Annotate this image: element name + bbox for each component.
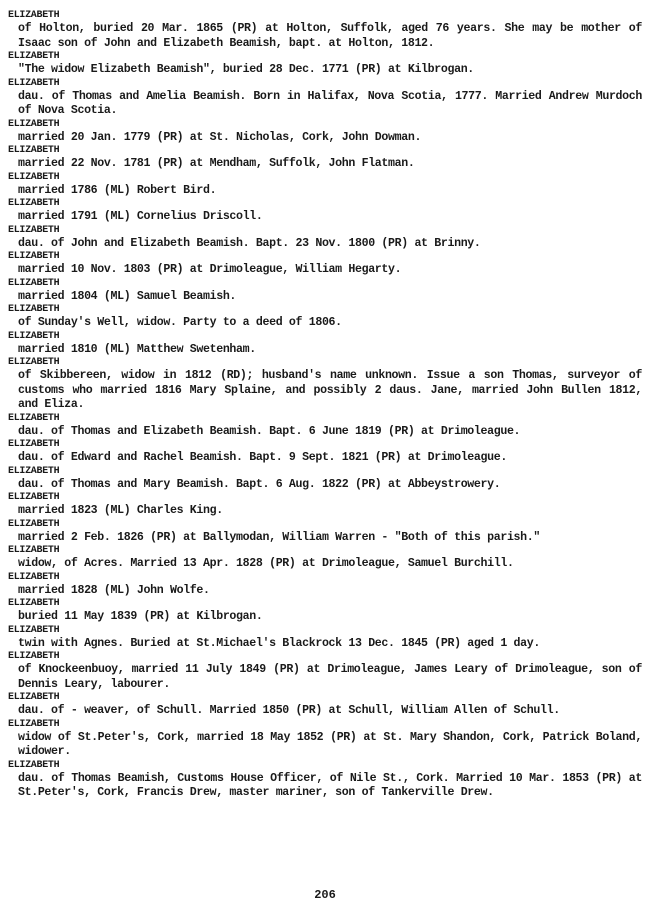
entry-heading: ELIZABETH [8,77,60,89]
entry [8,760,642,801]
entry-text: dau. of Edward and Rachel Beamish. Bapt. 9 Sept. 1821 (PR) at Drimoleague. [18,451,507,464]
entry-text: married 1810 (ML) Matthew Swetenham. [18,342,256,356]
entry [8,692,642,719]
entry-heading: ELIZABETH [8,330,60,342]
entry-text: married 10 Nov. 1803 (PR) at Drimoleague, William Hegarty. [18,263,402,276]
entry-text: married 1828 (ML) John Wolfe. [18,583,210,597]
entry-heading: ELIZABETH [8,598,60,609]
entry [8,357,642,413]
entry-text: dau. of - weaver, of Schull. Married 1850 (PR) at Schull, William Allen of Schull. [18,704,560,717]
entry-heading: ELIZABETH [8,439,60,450]
entry-text: dau. of Thomas Beamish, Customs House Officer, of Nile St., Cork. Married 10 Mar. 1853 (PR) at St.Peter's, Cork, Francis Drew, master mariner, son of Tankerville Drew. [18,771,642,799]
entry [8,10,642,51]
entry [8,439,642,466]
entry-text: married 22 Nov. 1781 (PR) at Mendham, Suffolk, John Flatman. [18,157,415,170]
entry-heading: ELIZABETH [8,357,60,368]
entry-text: dau. of Thomas and Mary Beamish. Bapt. 6 Aug. 1822 (PR) at Abbeystrowery. [18,477,501,491]
entry-heading: ELIZABETH [8,624,60,636]
entry-heading: ELIZABETH [8,465,60,477]
entry [8,51,642,78]
entry-heading: ELIZABETH [8,492,60,503]
entry [8,598,642,625]
entry-text: dau. of Thomas and Amelia Beamish. Born in Halifax, Nova Scotia, 1777. Married Andrew Murdoch of Nova Scotia. [18,89,642,117]
entry-heading: ELIZABETH [8,10,60,21]
entry-text: married 1791 (ML) Cornelius Driscoll. [18,210,263,223]
entry [8,719,642,760]
entry [8,145,642,172]
entry-heading: ELIZABETH [8,198,60,209]
entry [8,331,642,358]
entry-text: widow of St.Peter's, Cork, married 18 May 1852 (PR) at St. Mary Shandon, Cork, Patrick Boland, widower. [18,730,642,758]
entry [8,492,642,519]
entry-text: married 1823 (ML) Charles King. [18,504,223,517]
entry [8,225,642,252]
entry-heading: ELIZABETH [8,692,60,703]
entry-text: twin with Agnes. Buried at St.Michael's Blackrock 13 Dec. 1845 (PR) aged 1 day. [18,636,540,650]
entry-heading: ELIZABETH [8,571,60,583]
entry [8,572,642,599]
entry-heading: ELIZABETH [8,118,60,130]
entry-heading: ELIZABETH [8,304,60,315]
entry [8,198,642,225]
entry-text: married 2 Feb. 1826 (PR) at Ballymodan, William Warren - "Both of this parish." [18,530,540,544]
entry-heading: ELIZABETH [8,277,60,289]
entry [8,466,642,493]
entry [8,413,642,440]
entry-list [8,10,642,801]
entry [8,625,642,652]
entry-text: married 20 Jan. 1779 (PR) at St. Nicholas, Cork, John Dowman. [18,130,422,144]
entry-heading: ELIZABETH [8,412,60,424]
entry-text: dau. of John and Elizabeth Beamish. Bapt. 23 Nov. 1800 (PR) at Brinny. [18,236,481,250]
entry [8,278,642,305]
entry-text: of Sunday's Well, widow. Party to a deed of 1806. [18,316,342,329]
entry-text: widow, of Acres. Married 13 Apr. 1828 (PR) at Drimoleague, Samuel Burchill. [18,557,514,570]
entry-heading: ELIZABETH [8,651,60,662]
entry-text: of Holton, buried 20 Mar. 1865 (PR) at Holton, Suffolk, aged 76 years. She may be mother of Isaac son of John and Elizabeth Beamish, bapt. at Holton, 1812. [18,22,642,50]
entry [8,545,642,572]
page-number: 206 [314,888,336,902]
entry-heading: ELIZABETH [8,51,60,62]
entry-heading: ELIZABETH [8,759,60,771]
entry-heading: ELIZABETH [8,718,60,730]
entry-heading: ELIZABETH [8,545,60,556]
entry-text: dau. of Thomas and Elizabeth Beamish. Bapt. 6 June 1819 (PR) at Drimoleague. [18,424,521,438]
entry-heading: ELIZABETH [8,518,60,530]
entry-heading: ELIZABETH [8,145,60,156]
entry-heading: ELIZABETH [8,224,60,236]
entry [8,304,642,331]
entry-text: married 1786 (ML) Robert Bird. [18,183,217,197]
entry [8,172,642,199]
entry-text: married 1804 (ML) Samuel Beamish. [18,289,237,303]
entry [8,519,642,546]
entry-text: of Skibbereen, widow in 1812 (RD); husband's name unknown. Issue a son Thomas, surveyor of customs who married 1816 Mary Splaine, and possibly 2 daus. Jane, married John Bullen 1812, and Eliza. [18,369,642,411]
entry-text: buried 11 May 1839 (PR) at Kilbrogan. [18,610,263,623]
entry [8,251,642,278]
entry [8,119,642,146]
entry-text: "The widow Elizabeth Beamish", buried 28 Dec. 1771 (PR) at Kilbrogan. [18,63,474,76]
entry-heading: ELIZABETH [8,251,60,262]
entry [8,78,642,119]
entry [8,651,642,692]
entry-text: of Knockeenbuoy, married 11 July 1849 (PR) at Drimoleague, James Leary of Drimoleague, son of Dennis Leary, labourer. [18,663,642,691]
entry-heading: ELIZABETH [8,171,60,183]
